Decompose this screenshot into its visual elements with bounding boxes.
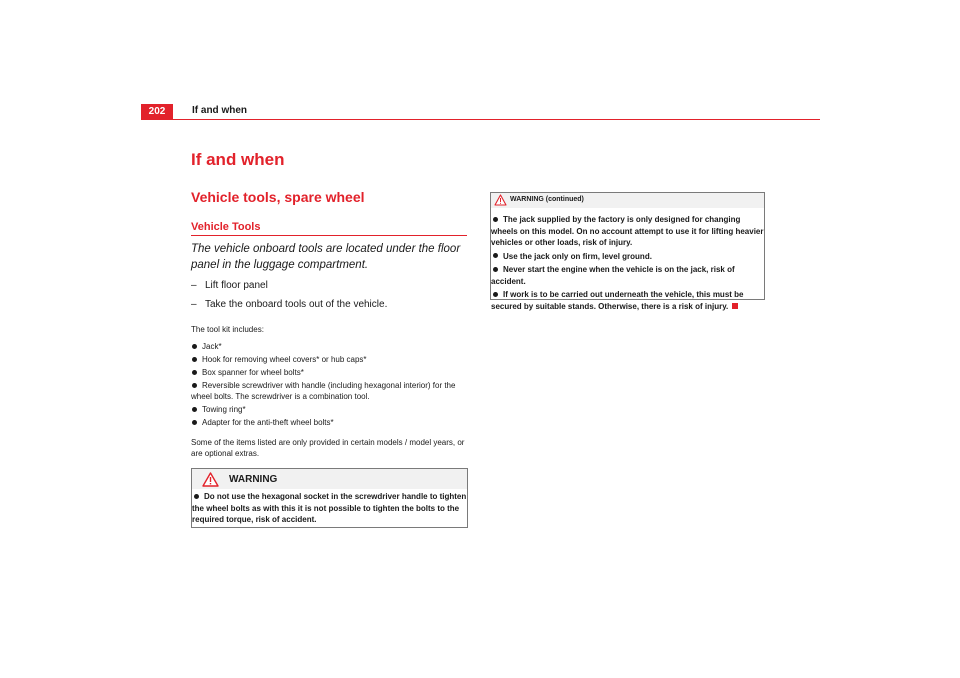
list-item [191,354,467,365]
tool-kit-note: Some of the items listed are only provided in certain models / model years, or are optional extras. [191,438,465,458]
warning-continued-text [491,214,764,314]
bullet-icon [192,370,197,375]
warning-box [191,468,468,528]
end-of-section-square-icon [732,303,738,309]
warning-continued-title: WARNING (continued) [510,196,584,203]
step-item [191,298,387,311]
bullet-icon [192,407,197,412]
subsection-title: Vehicle Tools [191,221,261,233]
bullet-icon [192,420,197,425]
warning-item [491,251,764,263]
warning-item [491,214,764,249]
warning-triangle-icon [494,194,507,206]
warning-item-text: The jack supplied by the factory is only designed for changing wheels on this model. On no account attempt to use it for lifting heavier vehicles or other loads, risk of injury. [491,215,764,247]
list-item-text: Box spanner for wheel bolts* [202,368,304,377]
list-item-text: Towing ring* [202,405,246,414]
list-item-text: Adapter for the anti-theft wheel bolts* [202,418,334,427]
warning-item [491,264,764,287]
intro-text: The vehicle onboard tools are located under the floor panel in the luggage compartment. [191,243,461,271]
list-item [191,417,467,428]
bullet-icon [493,267,498,272]
warning-item-text: Use the jack only on firm, level ground. [503,251,652,261]
warning-triangle-icon [202,472,219,487]
warning-item [491,289,764,312]
warning-item [192,491,467,526]
warning-continued-box [490,192,765,311]
warning-item-text: Never start the engine when the vehicle is on the jack, risk of accident. [491,265,735,286]
tool-kit-list [191,341,467,430]
warning-text [192,491,467,528]
bullet-icon [194,494,199,499]
bullet-icon [493,253,498,258]
bullet-icon [192,344,197,349]
section-title: Vehicle tools, spare wheel [191,189,365,205]
warning-item-text: If work is to be carried out underneath the vehicle, this must be secured by suitable stands. Otherwise, there is a risk of injury. [491,290,744,311]
bullet-icon [192,357,197,362]
header-divider [141,119,820,120]
bullet-icon [493,292,498,297]
bullet-icon [192,383,197,388]
list-item [191,404,467,415]
warning-item-text: Do not use the hexagonal socket in the screwdriver handle to tighten the wheel bolts as with this it is not possible to tighten the bolts to the required torque, risk of accident. [192,492,467,524]
dash-glyph: – [191,280,197,291]
running-title: If and when [192,105,247,116]
tool-kit-lead: The tool kit includes: [191,325,264,334]
list-item [191,380,467,402]
warning-title: WARNING [229,474,278,485]
step-item [191,279,268,292]
chapter-title: If and when [191,150,285,169]
page-number: 202 [141,104,173,119]
list-item-text: Reversible screwdriver with handle (including hexagonal interior) for the wheel bolts. The screwdriver is a combination tool. [191,381,456,401]
subsection-divider [191,235,467,236]
list-item-text: Jack* [202,342,222,351]
step-text: Take the onboard tools out of the vehicle. [205,299,388,310]
bullet-icon [493,217,498,222]
dash-glyph: – [191,299,197,310]
step-text: Lift floor panel [205,280,268,291]
list-item [191,367,467,378]
list-item [191,341,467,352]
list-item-text: Hook for removing wheel covers* or hub caps* [202,355,367,364]
